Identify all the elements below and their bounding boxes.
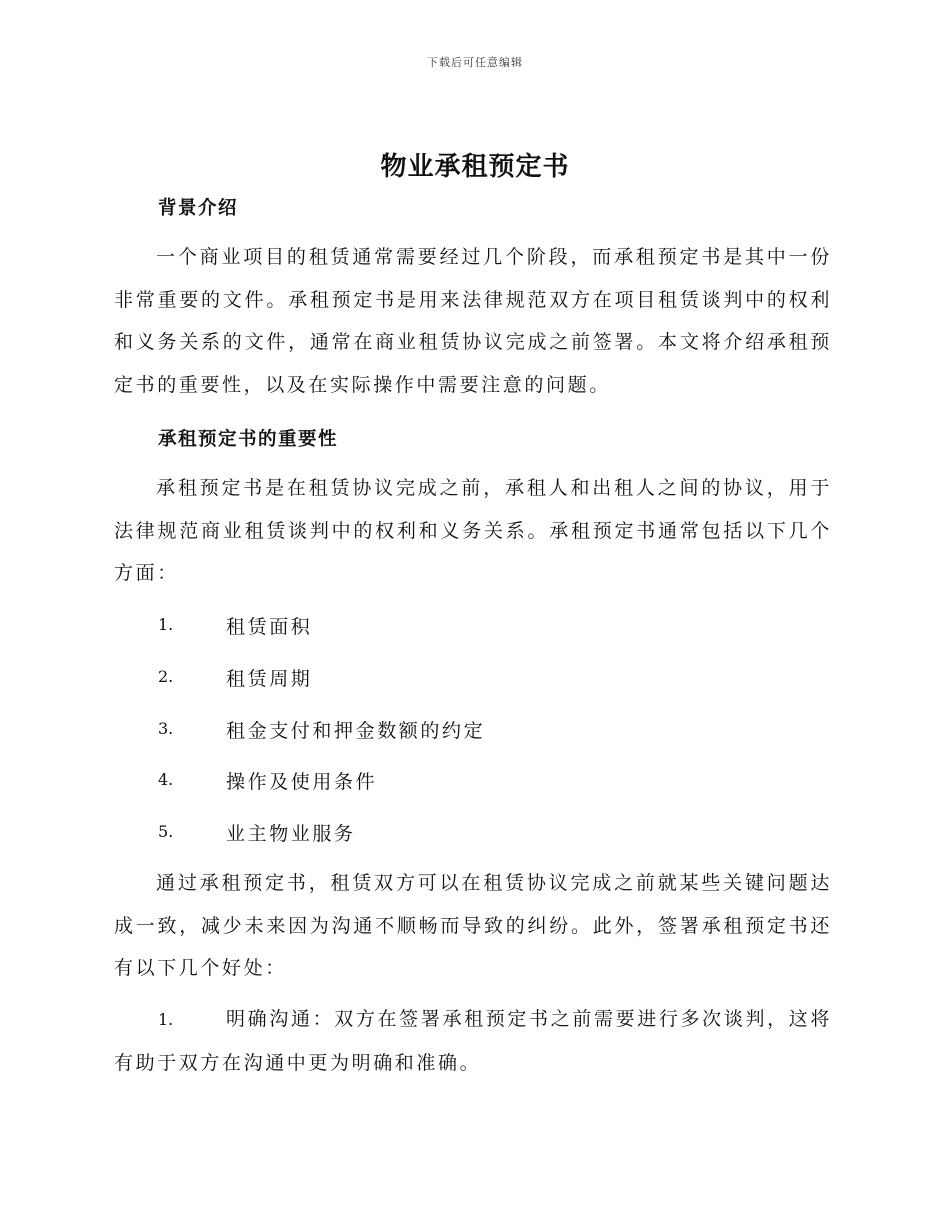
paragraph-importance: 承租预定书是在租赁协议完成之前，承租人和出租人之间的协议，用于法律规范商业租赁谈判中的权利和义务关系。承租预定书通常包括以下几个方面： (114, 477, 832, 584)
page-header-note: 下载后可任意编辑 (427, 56, 523, 69)
benefit-item (114, 998, 832, 1084)
list-item-number: 5. (158, 822, 174, 841)
benefit-item-text: 明确沟通：双方在签署承租预定书之前需要进行多次谈判，这将有助于双方在沟通中更为明确和准确。 (114, 1008, 832, 1074)
list-item-text: 操作及使用条件 (226, 771, 378, 793)
list-item-text: 业主物业服务 (226, 823, 356, 845)
list-item-number: 2. (158, 667, 174, 686)
paragraph-benefits-intro: 通过承租预定书，租赁双方可以在租赁协议完成之前就某些关键问题达成一致，减少未来因为沟通不顺畅而导致的纠纷。此外，签署承租预定书还有以下几个好处： (114, 872, 832, 979)
list-item-text: 租赁周期 (226, 668, 313, 690)
benefit-item-number: 1. (158, 1010, 174, 1029)
list-item-text: 租赁面积 (226, 616, 313, 638)
paragraph-background: 一个商业项目的租赁通常需要经过几个阶段，而承租预定书是其中一份非常重要的文件。承租预定书是用来法律规范双方在项目租赁谈判中的权利和义务关系的文件，通常在商业租赁协议完成之前签署。本文将介绍承租预定书的重要性，以及在实际操作中需要注意的问题。 (114, 246, 832, 396)
list-item-text: 租金支付和押金数额的约定 (226, 720, 486, 742)
section-heading-importance: 承租预定书的重要性 (158, 429, 339, 450)
list-item-number: 3. (158, 719, 174, 738)
list-item-number: 1. (158, 615, 174, 634)
list-item-number: 4. (158, 770, 174, 789)
document-title: 物业承租预定书 (380, 152, 570, 182)
section-heading-background: 背景介绍 (158, 198, 239, 219)
